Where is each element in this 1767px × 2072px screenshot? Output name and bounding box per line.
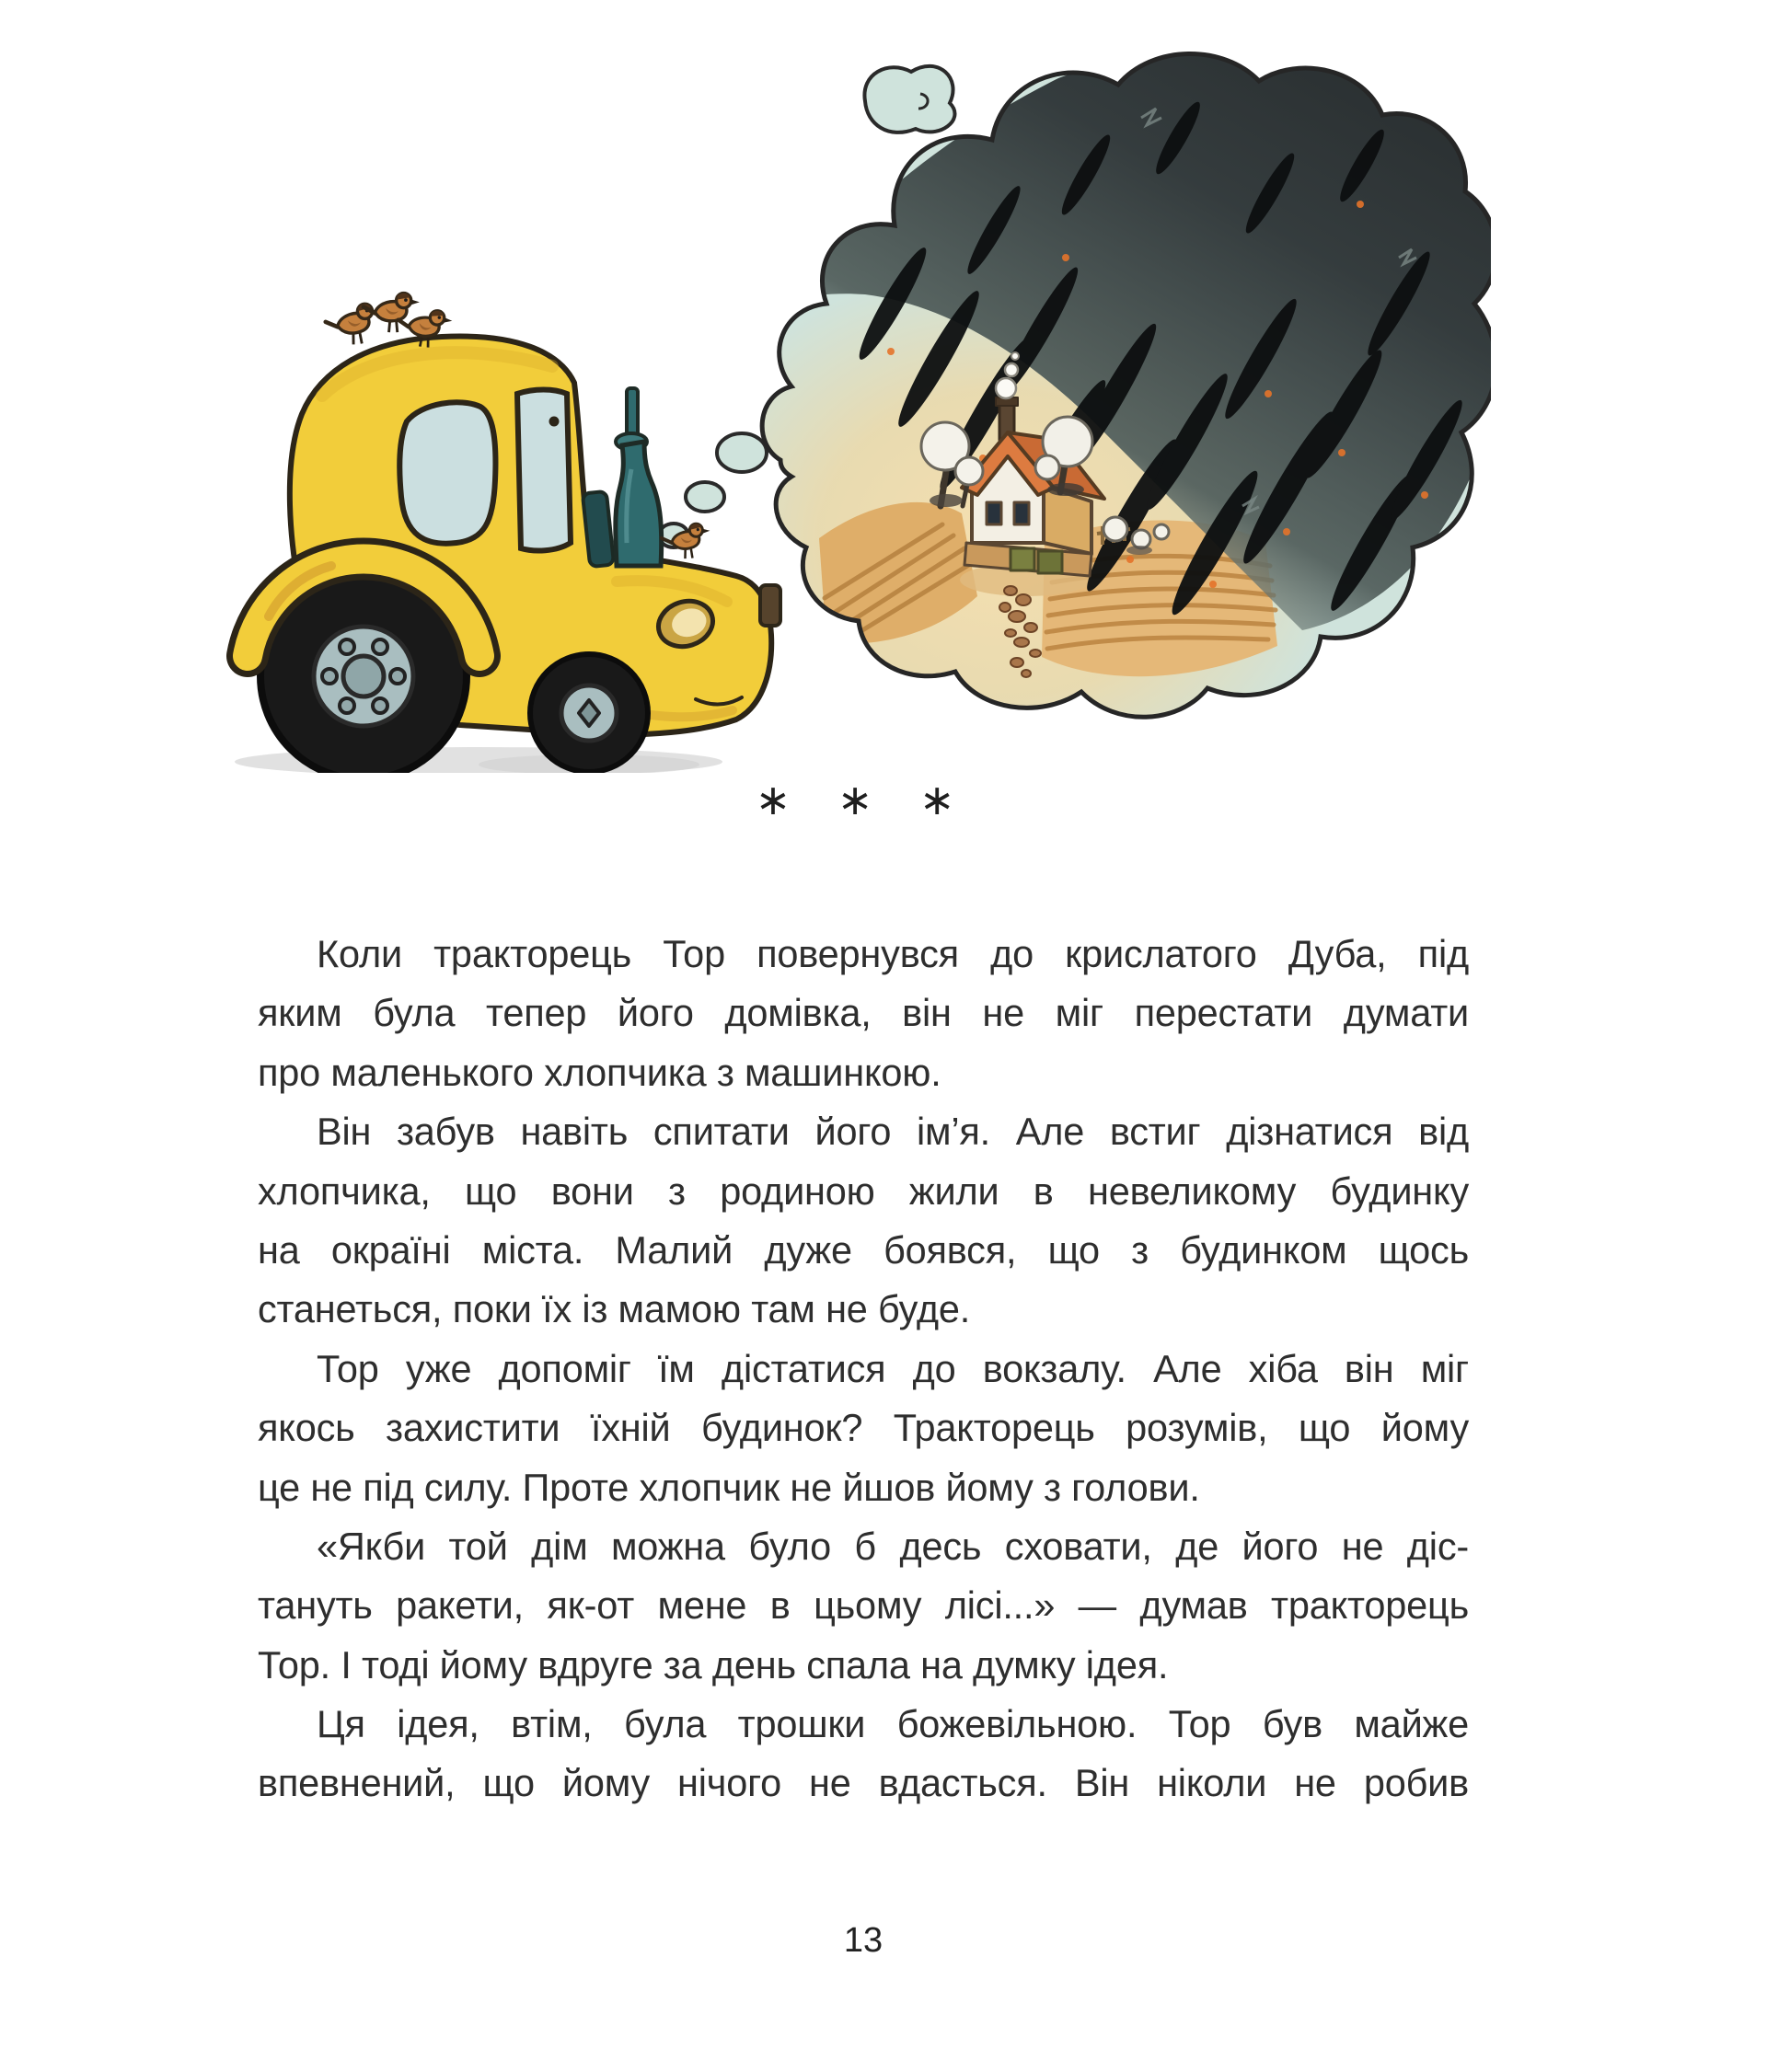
text-line: про маленького хлопчика з машинкою. xyxy=(258,1050,941,1094)
tractor xyxy=(248,294,780,773)
text-line: на окраїні міста. Малий дуже боявся, що з будинком щось xyxy=(258,1227,1469,1272)
text-line: це не під силу. Проте хлопчик не йшов йому з голови. xyxy=(258,1465,1200,1509)
text-line: тануть ракети, як-от мене в цьому лісі...» — думав тракторець xyxy=(258,1583,1469,1628)
front-detail xyxy=(760,585,780,626)
text-line: «Якби той дім можна було б десь сховати, де його не діс- xyxy=(317,1524,1469,1568)
section-separator: ∗ ∗ ∗ xyxy=(755,775,972,824)
text-line: Тор. І тоді йому вдруге за день спала на думку ідея. xyxy=(258,1642,1169,1686)
small-thought-blob xyxy=(864,66,954,132)
exhaust-pipe xyxy=(583,388,662,567)
text-line: Тор уже допоміг їм дістатися до вокзалу. Але хіба він міг xyxy=(317,1346,1469,1390)
text-line: хлопчика, що вони з родиною жили в невеликому будинку xyxy=(258,1168,1469,1213)
story-text xyxy=(258,925,1469,1813)
thought-bubble xyxy=(755,46,1491,773)
side-window xyxy=(399,402,495,543)
page-number: 13 xyxy=(843,1921,884,1960)
thought-trail xyxy=(659,433,767,547)
text-line: Коли тракторець Тор повернувся до крислатого Дуба, під xyxy=(317,932,1469,975)
tractor-eye xyxy=(549,417,560,427)
front-wheel xyxy=(530,654,648,772)
front-window xyxy=(517,390,571,551)
text-line: якось захистити їхній будинок? Тракторець розумів, що йому xyxy=(258,1406,1469,1450)
text-line: станеться, поки їх із мамою там не буде. xyxy=(258,1287,971,1331)
text-line: Він забув навіть спитати його ім’я. Але встиг дізнатися від xyxy=(317,1110,1469,1154)
text-line: яким була тепер його домівка, він не міг перестати думати xyxy=(258,991,1469,1035)
text-line: впевнений, що йому нічого не вдасться. Він ніколи не робив xyxy=(258,1761,1469,1805)
text-line: Ця ідея, втім, була трошки божевільною. Тор був майже xyxy=(317,1702,1469,1746)
tractor-thought-bubble-illustration xyxy=(184,28,1491,773)
